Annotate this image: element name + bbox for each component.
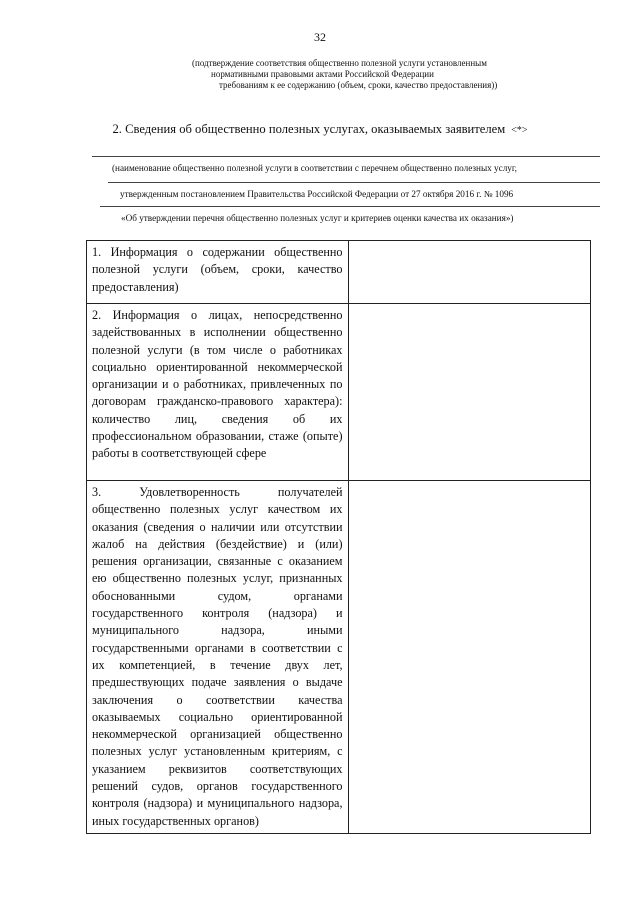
- table-row: [87, 304, 591, 481]
- caption-line-1: (наименование общественно полезной услуги в соответствии с перечнем общественно полезных услуг,: [112, 163, 517, 173]
- row-label: 2. Информация о лицах, непосредственно задействованных в исполнении общественно полезной услуги (в том числе о работниках социально ориентированной некоммерческой организации и о работниках, привлеченных по договорам гражданско-правового характера): количество лиц, сведения об их профессиональном образовании, стаже (опыте) работы в соответствующей сфере: [87, 304, 349, 481]
- caption-divider-2: [100, 206, 600, 207]
- caption-line-3: «Об утверждении перечня общественно полезных услуг и критериев оценки качества их оказания»): [121, 213, 514, 223]
- row-value-field[interactable]: [348, 481, 590, 834]
- caption-line-2: утвержденным постановлением Правительства Российской Федерации от 27 октября 2016 г. № 1096: [120, 189, 514, 199]
- section-title: [0, 122, 640, 137]
- table-row: [87, 241, 591, 304]
- section-title-text: 2. Сведения об общественно полезных услугах, оказываемых заявителем: [112, 122, 506, 136]
- header-note-line-1: (подтверждение соответствия общественно полезной услуги установленным: [192, 58, 487, 68]
- footnote-marker: <*>: [511, 125, 528, 136]
- page-number: 32: [314, 30, 326, 44]
- caption-divider-1: [108, 182, 600, 183]
- row-value-field[interactable]: [348, 241, 590, 304]
- table-row: [87, 481, 591, 834]
- row-label: 1. Информация о содержании общественно полезной услуги (объем, сроки, качество предоставления): [87, 241, 349, 304]
- header-note-line-3: требованиям к ее содержанию (объем, сроки, качество предоставления)): [219, 80, 498, 90]
- row-label: 3. Удовлетворенность получателей общественно полезных услуг качеством их оказания (сведения о наличии или отсутствии жалоб на действия (бездействие) и (или) решения организации, связанные с оказанием ею общественно полезных услуг, признанных обоснованными судом, органами государственного контроля (надзора) и муниципального надзора, иными государственными органами в соответствии с их компетенцией, в течение двух лет, предшествующих подаче заявления о выдаче заключения о соответствии качества оказываемых социально ориентированной некоммерческой организацией общественно полезных услуг установленным критериям, с указанием реквизитов соответствующих решений судов, органов государственного контроля (надзора) и муниципального надзора, иных государственных органов): [87, 481, 349, 834]
- service-info-table: [86, 240, 591, 834]
- service-name-line: [92, 156, 600, 157]
- header-note-line-2: нормативными правовыми актами Российской Федерации: [211, 69, 434, 79]
- row-value-field[interactable]: [348, 304, 590, 481]
